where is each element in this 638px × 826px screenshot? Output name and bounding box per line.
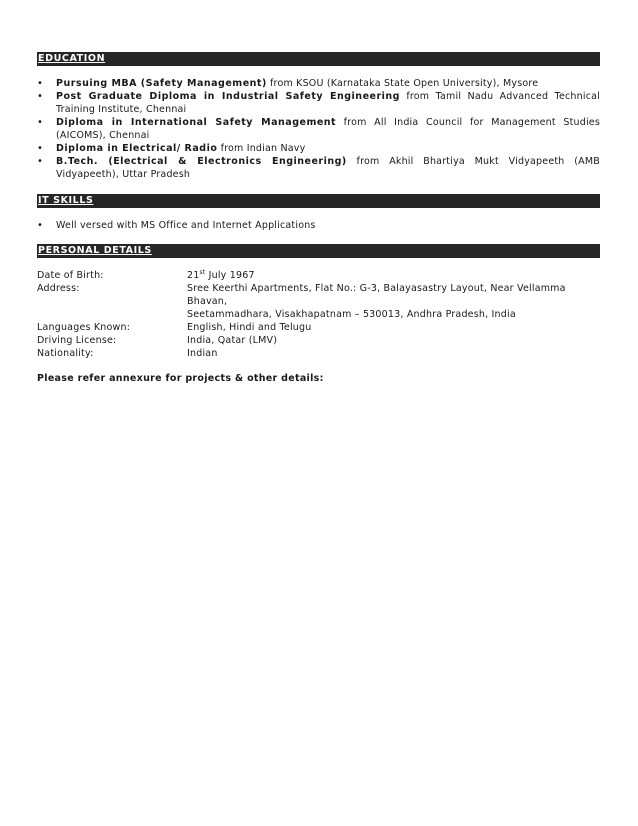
bullet-icon: •: [37, 117, 44, 128]
address-row: [37, 282, 600, 321]
address-line-2: Seetammadhara, Visakhapatnam – 530013, Andhra Pradesh, India: [187, 309, 516, 320]
degree-institution: from KSOU (Karnataka State Open University), Mysore: [266, 78, 539, 89]
degree-title: B.Tech. (Electrical & Electronics Engineering): [56, 156, 347, 167]
address-value: [187, 282, 600, 321]
list-item: [37, 142, 600, 155]
education-heading: EDUCATION: [37, 52, 600, 65]
personal-details: [37, 269, 600, 360]
dob-month-year: July 1967: [205, 270, 255, 281]
languages-row: [37, 321, 600, 334]
languages-label: Languages Known:: [37, 322, 131, 333]
list-item: [37, 90, 600, 116]
resume-page: [37, 52, 600, 385]
address-label: Address:: [37, 283, 80, 294]
annexure-note: Please refer annexure for projects & other details:: [37, 373, 324, 384]
dob-value: [187, 269, 600, 282]
driving-row: [37, 334, 600, 347]
degree-institution: from Akhil Bhartiya Mukt Vidyapeeth (AMB Vidyapeeth), Uttar Pradesh: [56, 156, 600, 180]
it-skills-list: [37, 219, 600, 232]
dob-row: [37, 269, 600, 282]
degree-title: Pursuing MBA (Safety Management): [56, 78, 267, 89]
list-item: [37, 77, 600, 90]
degree-institution: from All India Council for Management Studies (AICOMS), Chennai: [56, 117, 600, 141]
degree-title: Diploma in Electrical/ Radio: [56, 143, 218, 154]
bullet-icon: •: [37, 220, 44, 231]
nationality-label: Nationality:: [37, 348, 94, 359]
skill-text: Well versed with MS Office and Internet Applications: [56, 220, 316, 231]
nationality-value: Indian: [187, 348, 218, 359]
address-line-1: Sree Keerthi Apartments, Flat No.: G-3, Balayasastry Layout, Near Vellamma Bhavan,: [187, 283, 566, 307]
nationality-row: [37, 347, 600, 360]
personal-details-heading: PERSONAL DETAILS: [37, 244, 600, 257]
driving-label: Driving License:: [37, 335, 117, 346]
degree-title: Diploma in International Safety Management: [56, 117, 337, 128]
dob-day: 21: [187, 270, 200, 281]
driving-value: India, Qatar (LMV): [187, 335, 278, 346]
bullet-icon: •: [37, 143, 44, 154]
degree-title: Post Graduate Diploma in Industrial Safety Engineering: [56, 91, 400, 102]
bullet-icon: •: [37, 91, 44, 102]
bullet-icon: •: [37, 78, 44, 89]
dob-suffix: st: [199, 269, 206, 276]
list-item: [37, 155, 600, 181]
education-list: [37, 77, 600, 181]
it-skills-heading: IT SKILLS: [37, 194, 600, 207]
dob-label: Date of Birth:: [37, 270, 104, 281]
list-item: [37, 219, 600, 232]
languages-value: English, Hindi and Telugu: [187, 322, 312, 333]
degree-institution: from Indian Navy: [217, 143, 306, 154]
list-item: [37, 116, 600, 142]
degree-institution: from Tamil Nadu Advanced Technical Training Institute, Chennai: [56, 91, 600, 115]
bullet-icon: •: [37, 156, 44, 167]
